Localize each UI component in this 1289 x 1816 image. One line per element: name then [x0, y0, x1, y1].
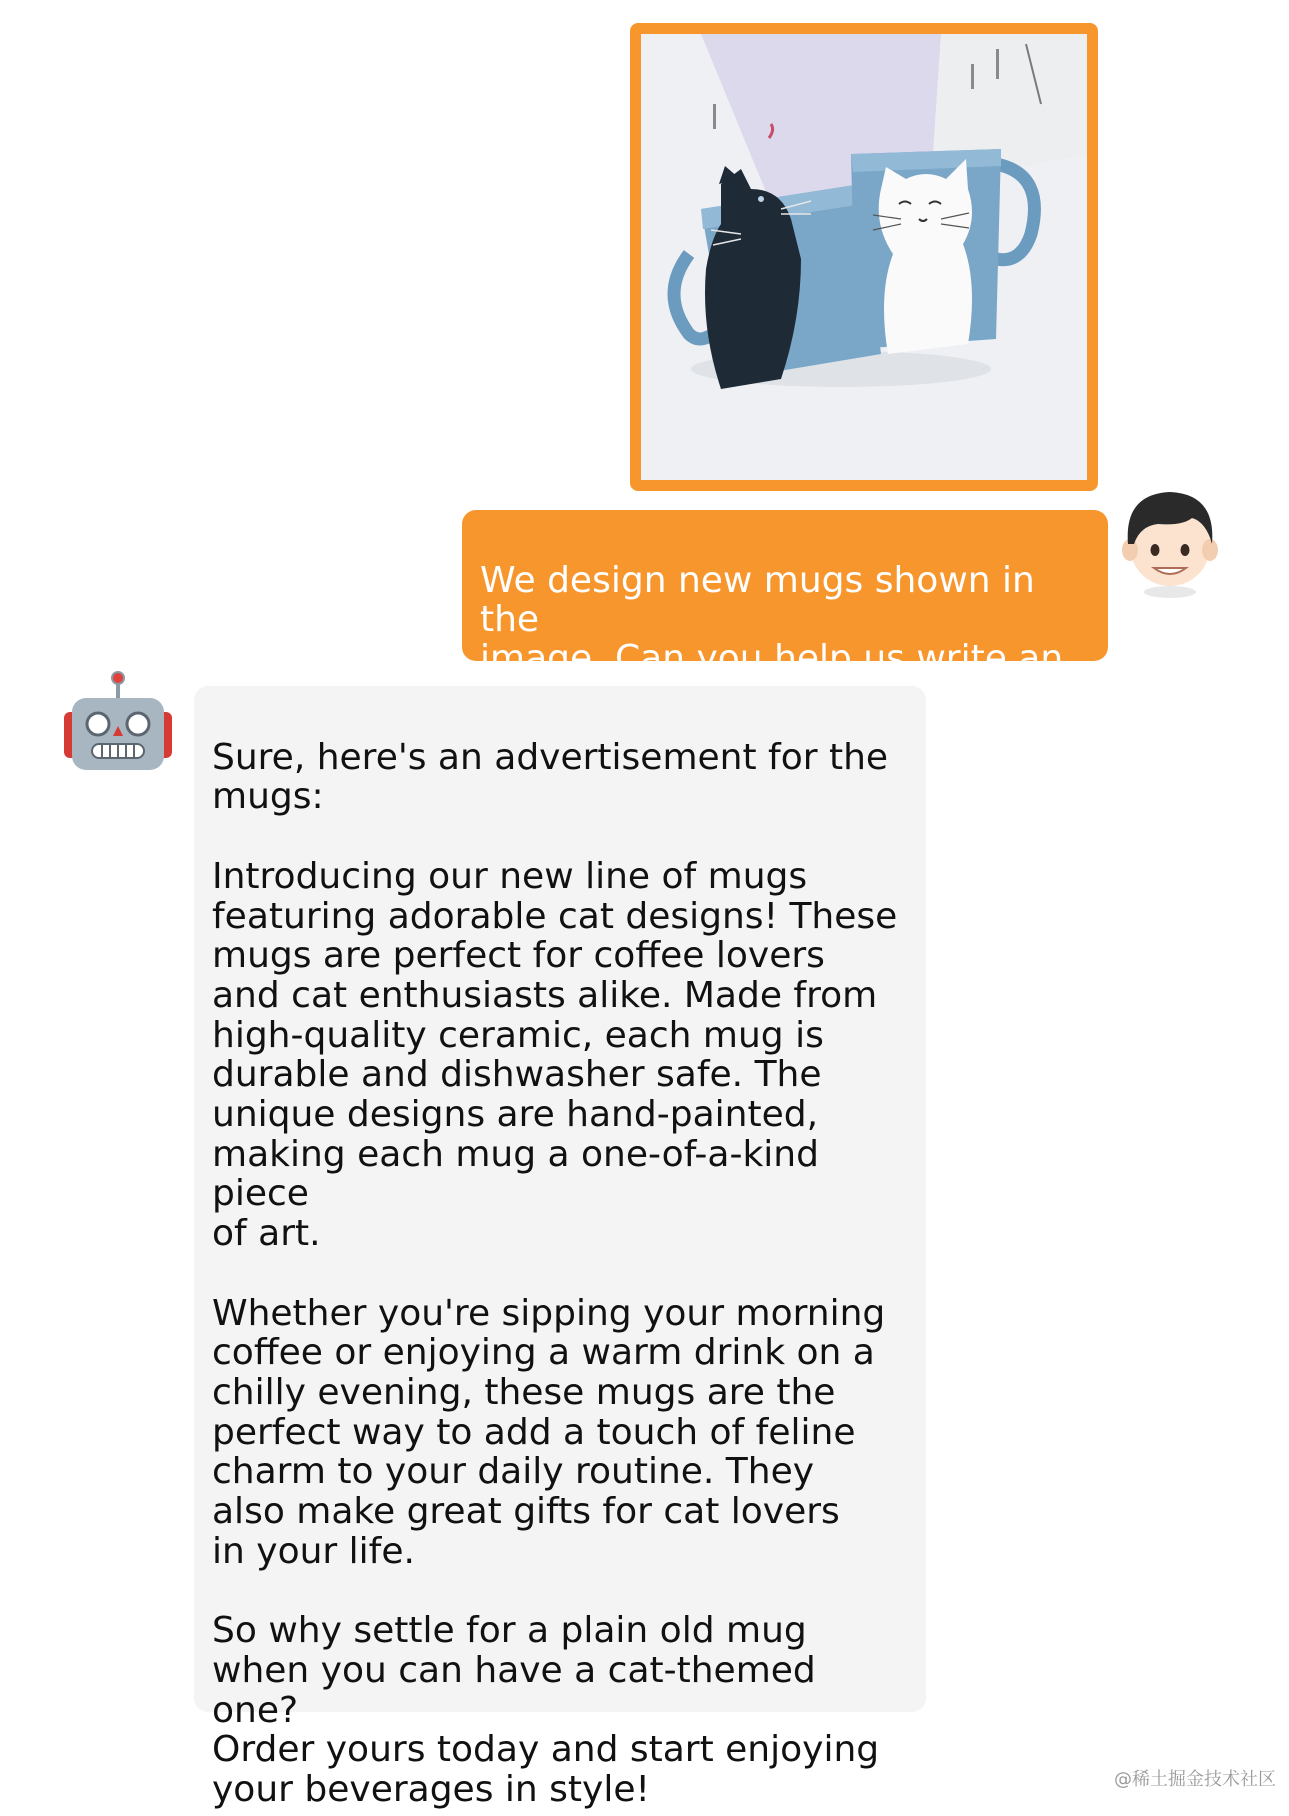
user-message-text: We design new mugs shown in the image. Can you help us write an [480, 560, 1064, 679]
bot-avatar [62, 668, 174, 780]
user-avatar [1118, 488, 1222, 600]
robot-emoji-icon [62, 668, 174, 780]
message-image[interactable] [630, 23, 1098, 491]
watermark: @稀土掘金技术社区 [1114, 1769, 1276, 1790]
boy-emoji-icon [1118, 488, 1222, 600]
bot-message-bubble [194, 686, 926, 1810]
bot-message-text: Sure, here's an advertisement for the mugs: Introducing our new line of mugs featuring adorable cat designs! These mugs are perfect for coffee lovers and cat enthusiasts alike. Made from high-quality ceramic, each mug is durable and dishwasher safe. The unique designs are hand-painted, making each mug a one-of-a-kind piece of art. Whether you're sipping your morning coffee or enjoying a warm drink on a chilly evening, these mugs are the perfect way to add a touch of feline charm to your daily routine. They also make great gifts for cat lovers in your life. So why settle for a plain old mug when you can have a cat-themed one? Order yours today and start enjoying your beverages in style! [212, 736, 898, 1810]
user-message-bubble [462, 510, 1108, 679]
cat-mugs-photo [641, 34, 1087, 480]
